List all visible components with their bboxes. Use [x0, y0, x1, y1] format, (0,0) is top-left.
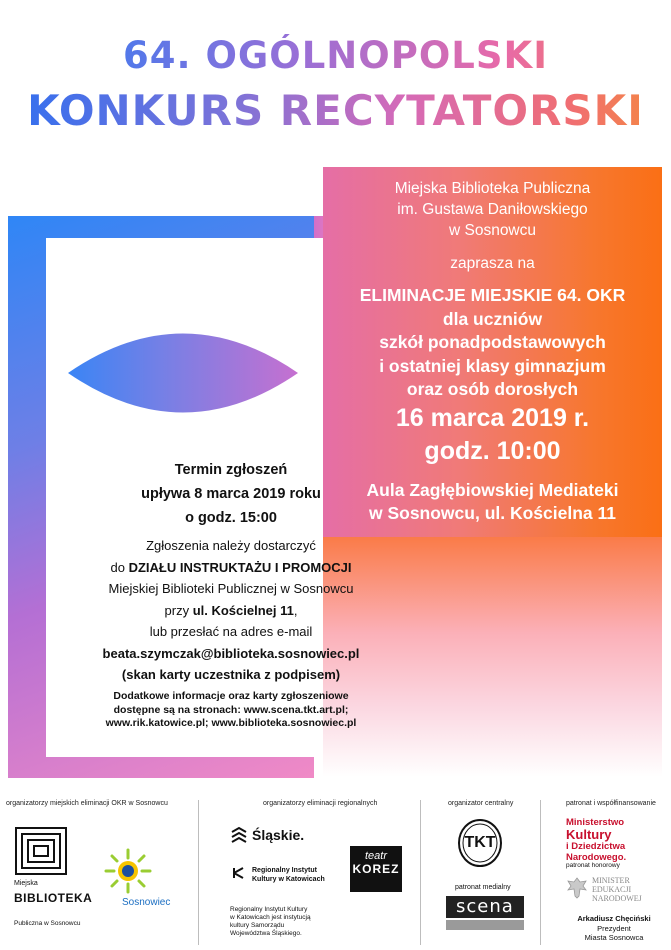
rik-icon	[232, 866, 246, 880]
tkt-logo-text: TKT	[464, 834, 496, 851]
scena-logo: scena	[446, 896, 524, 918]
contact-email[interactable]: beata.szymczak@biblioteka.sosnowiec.pl	[102, 645, 360, 661]
invites-text: zaprasza na	[450, 255, 535, 272]
lens-shape-decoration	[66, 330, 300, 416]
library-logo-line1: Miejska	[14, 880, 38, 887]
library-logo-line2: BIBLIOTEKA	[14, 891, 93, 905]
sosnowiec-logo-text: Sosnowiec	[122, 897, 171, 908]
caption-patronage: patronat i współfinansowanie	[566, 800, 656, 807]
footer-divider	[540, 800, 541, 945]
caption-regional-organizers: organizatorzy eliminacji regionalnych	[263, 800, 378, 807]
title-line-2: KONKURS RECYTATORSKI	[0, 86, 671, 135]
footer-divider	[420, 800, 421, 945]
slaskie-icon	[230, 826, 248, 844]
submission-instructions: Zgłoszenia należy dostarczyć do DZIAŁU INSTRUKTAŻU I PROMOCJI Miejskiej Biblioteki Publicznej w Sosnowcu przy ul. Kościelnej 11, lub przesłać na adres e-mail beata.szymczak@biblioteka.sosnowiec.pl (skan karty uczestnika z podpisem)	[46, 535, 416, 686]
library-name: Miejska Biblioteka Publiczna im. Gustawa Daniłowskiego w Sosnowcu	[394, 180, 591, 239]
scan-note: (skan karty uczestnika z podpisem)	[121, 667, 341, 682]
library-logo-line3: Publiczna w Sosnowcu	[14, 920, 81, 927]
ministry-culture-logo: Ministerstwo Kultury i Dziedzictwa Narodowego.	[566, 817, 627, 863]
footer-divider	[198, 800, 199, 945]
sosnowiec-sun-icon	[100, 846, 156, 896]
registration-deadline: Termin zgłoszeń upływa 8 marca 2019 roku o godz. 15:00	[141, 462, 321, 526]
title-line-1: 64. OGÓLNOPOLSKI	[0, 34, 671, 77]
rik-logo-text: Regionalny Instytut Kultury w Katowicach	[252, 867, 325, 883]
men-logo: MINISTER EDUKACJI NARODOWEJ	[592, 876, 642, 903]
library-logo-icon	[14, 826, 68, 876]
teatr-korez-logo: teatr KOREZ	[350, 846, 402, 892]
rik-note: Regionalny Instytut Kultury w Katowicach jest instytucją kultury Samorządu Województwa Śląskiego.	[230, 906, 311, 937]
honorary-patron-caption: patronat honorowy	[566, 862, 620, 869]
media-patron-caption: patronat medialny	[455, 884, 511, 891]
caption-central-organizer: organizator centralny	[448, 800, 514, 807]
more-info: Dodatkowe informacje oraz karty zgłoszeniowe dostępne są na stronach: www.scena.tkt.art.pl; www.rik.katowice.pl; www.biblioteka.sosnowiec.pl	[105, 690, 357, 729]
eagle-emblem-icon	[566, 876, 588, 900]
event-time: godz. 10:00	[424, 437, 561, 465]
president-patronage: Arkadiusz Chęciński Prezydent Miasta Sosnowca	[577, 914, 651, 942]
event-description: ELIMINACJE MIEJSKIE 64. OKR dla uczniów szkół ponadpodstawowych i ostatniej klasy gimnazjum oraz osób dorosłych	[359, 285, 626, 399]
event-date: 16 marca 2019 r.	[395, 404, 590, 432]
slaskie-logo-text: Śląskie.	[252, 827, 305, 843]
event-venue: Aula Zagłębiowskiej Mediateki w Sosnowcu, ul. Kościelna 11	[366, 480, 619, 523]
scena-subtitle-strip	[446, 920, 524, 930]
caption-local-organizers: organizatorzy miejskich eliminacji OKR w Sosnowcu	[6, 800, 168, 807]
